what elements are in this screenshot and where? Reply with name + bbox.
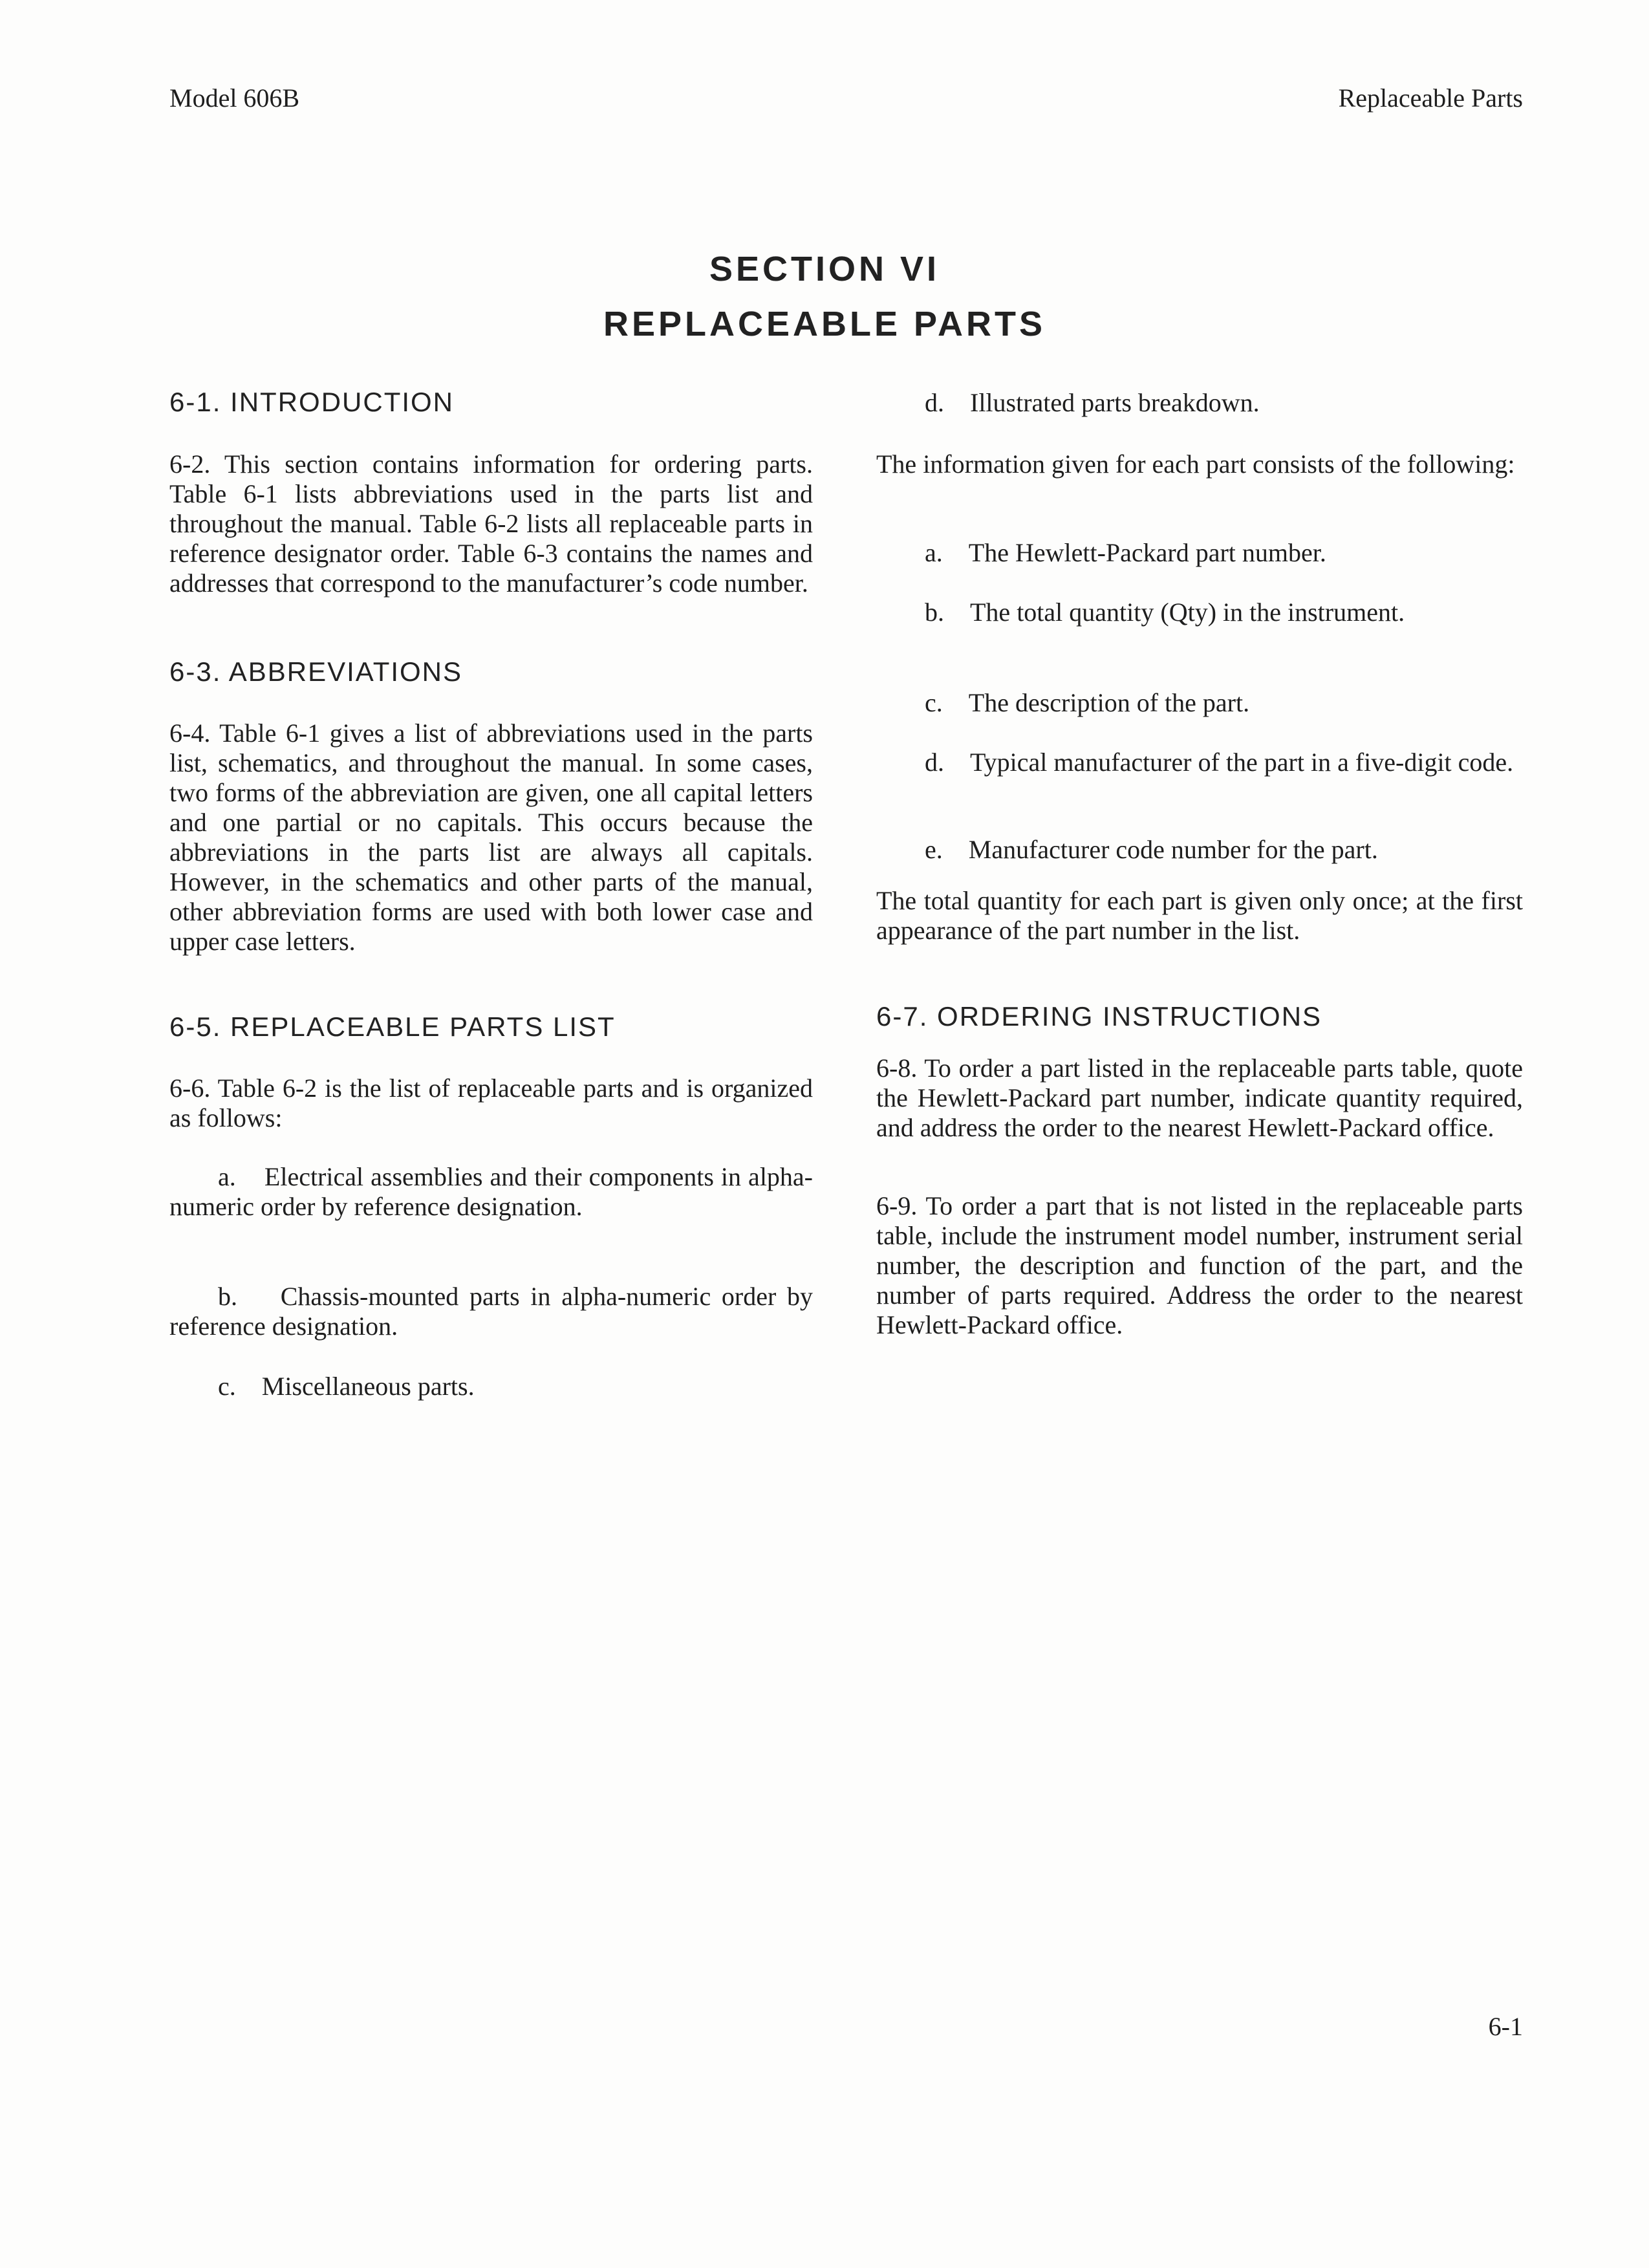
paragraph-6-8: 6-8. To order a part listed in the replaceable parts table, quote the Hewlett-Packard part number, indicate quantity required, and address the order to the nearest Hewlett-Packard office. [876,1053,1523,1142]
header-model: Model 606B [169,83,300,113]
paragraph-information-intro: The information given for each part consists of the following: [876,449,1515,479]
heading-introduction: 6-1. INTRODUCTION [169,387,455,417]
list-item [876,538,1523,568]
item-text: Miscellaneous parts. [261,1372,475,1401]
heading-ordering-instructions: 6-7. ORDERING INSTRUCTIONS [876,1001,1322,1031]
section-title: REPLACEABLE PARTS [603,305,1046,343]
item-text: Illustrated parts breakdown. [970,388,1260,417]
item-text: The total quantity (Qty) in the instrument. [970,598,1405,627]
list-item [169,1282,813,1341]
item-label: e. [925,835,943,864]
item-label: b. [218,1282,237,1311]
section-number-title: SECTION VI [709,250,940,288]
list-item [169,1372,813,1401]
header-section: Replaceable Parts [1338,83,1523,113]
item-label: b. [925,598,944,627]
paragraph-quantity-note: The total quantity for each part is given only once; at the first appearance of the part number in the list. [876,886,1523,945]
page-number: 6-1 [1488,2012,1523,2041]
item-label: a. [925,538,943,567]
paragraph-6-4: 6-4. Table 6-1 gives a list of abbreviations used in the parts list, schematics, and throughout the manual. In some cases, two forms of the abbreviation are given, one all capital letters and one partial or no capitals. This occurs because the abbreviations in the parts list are always all capitals. However, in the schematics and other parts of the manual, other abbreviation forms are used with both lower case and upper case letters. [169,718,813,956]
paragraph-6-2: 6-2. This section contains information for ordering parts. Table 6-1 lists abbreviations used in the parts list and throughout the manual. Table 6-2 lists all replaceable parts in reference designator order. Table 6-3 contains the names and addresses that correspond to the manufacturer’s code number. [169,449,813,598]
heading-abbreviations: 6-3. ABBREVIATIONS [169,656,463,687]
list-item [169,1162,813,1222]
heading-replaceable-parts-list: 6-5. REPLACEABLE PARTS LIST [169,1011,616,1042]
item-label: d. [925,388,944,417]
list-item [876,598,1523,627]
paragraph-6-9: 6-9. To order a part that is not listed in the replaceable parts table, include the instrument model number, instrument serial number, the description and function of the part, and the number of parts required. Address the order to the nearest Hewlett-Packard office. [876,1191,1523,1339]
list-item [876,748,1523,777]
item-text: The description of the part. [968,688,1250,717]
item-text: Typical manufacturer of the part in a five-digit code. [970,748,1514,777]
item-text: Manufacturer code number for the part. [968,835,1378,864]
paragraph-6-6: 6-6. Table 6-2 is the list of replaceable parts and is organized as follows: [169,1074,813,1132]
item-text: Electrical assemblies and their components in alpha-numeric order by reference designation. [169,1162,814,1221]
item-label: c. [218,1372,236,1401]
list-item [876,835,1523,865]
item-label: d. [925,748,944,777]
item-text: The Hewlett-Packard part number. [968,538,1326,567]
item-label: c. [925,688,943,717]
list-item [876,688,1523,718]
item-label: a. [218,1162,236,1191]
list-item [876,388,1523,418]
item-text: Chassis-mounted parts in alpha-numeric order by reference designation. [169,1282,813,1341]
